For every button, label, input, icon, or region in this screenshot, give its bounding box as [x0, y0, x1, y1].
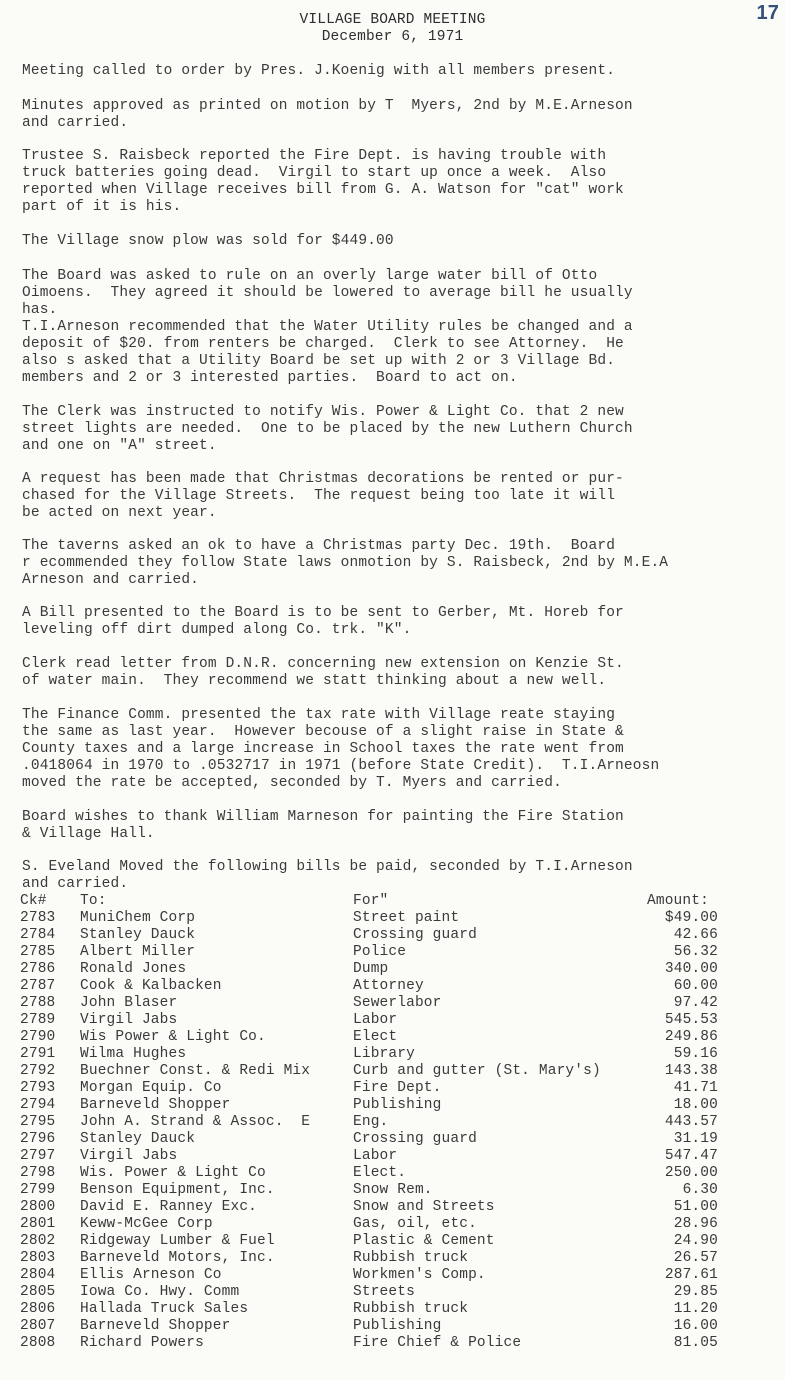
purpose: Street paint — [353, 910, 460, 926]
header-purpose: For" — [353, 893, 389, 909]
amount: 143.38 — [664, 1063, 718, 1079]
payee: Barneveld Motors, Inc. — [80, 1250, 275, 1266]
header-amount: Amount: — [647, 893, 709, 909]
amount: 59.16 — [673, 1046, 718, 1062]
check-number: 2799 — [20, 1182, 56, 1198]
table-row — [20, 1318, 780, 1335]
purpose: Publishing — [353, 1097, 442, 1113]
check-number: 2803 — [20, 1250, 56, 1266]
amount: 249.86 — [664, 1029, 718, 1045]
paragraph-minutes: Minutes approved as printed on motion by T Myers, 2nd by M.E.Arneson and carried. — [22, 98, 633, 131]
check-number: 2790 — [20, 1029, 56, 1045]
amount: 11.20 — [673, 1301, 718, 1317]
paragraph-dnr-letter: Clerk read letter from D.N.R. concerning new extension on Kenzie St. of water main. They recommend we statt thinking about a new well. — [22, 656, 624, 689]
table-row — [20, 961, 780, 978]
payee: Benson Equipment, Inc. — [80, 1182, 275, 1198]
table-row — [20, 978, 780, 995]
payee: John A. Strand & Assoc. E — [80, 1114, 311, 1130]
amount: 81.05 — [673, 1335, 718, 1351]
table-row — [20, 1284, 780, 1301]
purpose: Police — [353, 944, 407, 960]
bills-table — [20, 893, 780, 1352]
purpose: Eng. — [353, 1114, 389, 1130]
purpose: Plastic & Cement — [353, 1233, 495, 1249]
purpose: Elect — [353, 1029, 398, 1045]
check-number: 2796 — [20, 1131, 56, 1147]
payee: Virgil Jabs — [80, 1012, 178, 1028]
amount: 340.00 — [664, 961, 718, 977]
payee: Buechner Const. & Redi Mix — [80, 1063, 311, 1079]
amount: 28.96 — [673, 1216, 718, 1232]
table-row — [20, 944, 780, 961]
check-number: 2801 — [20, 1216, 56, 1232]
payee: MuniChem Corp — [80, 910, 196, 926]
check-number: 2791 — [20, 1046, 56, 1062]
amount: 42.66 — [673, 927, 718, 943]
purpose: Fire Dept. — [353, 1080, 442, 1096]
table-row — [20, 1097, 780, 1114]
amount: 547.47 — [664, 1148, 718, 1164]
payee: Albert Miller — [80, 944, 196, 960]
amount: 51.00 — [673, 1199, 718, 1215]
table-row — [20, 1233, 780, 1250]
purpose: Attorney — [353, 978, 424, 994]
table-row — [20, 1165, 780, 1182]
amount: 287.61 — [664, 1267, 718, 1283]
table-row — [20, 910, 780, 927]
table-row — [20, 1029, 780, 1046]
purpose: Snow and Streets — [353, 1199, 495, 1215]
check-number: 2789 — [20, 1012, 56, 1028]
table-row — [20, 1046, 780, 1063]
table-row — [20, 1267, 780, 1284]
table-row — [20, 1199, 780, 1216]
amount: 29.85 — [673, 1284, 718, 1300]
check-number: 2785 — [20, 944, 56, 960]
payee: Morgan Equip. Co — [80, 1080, 222, 1096]
purpose: Crossing guard — [353, 927, 477, 943]
check-number: 2798 — [20, 1165, 56, 1181]
payee: Wis Power & Light Co. — [80, 1029, 266, 1045]
payee: John Blaser — [80, 995, 178, 1011]
check-number: 2807 — [20, 1318, 56, 1334]
document-title: VILLAGE BOARD MEETING — [299, 12, 486, 28]
payee: Stanley Dauck — [80, 927, 196, 943]
paragraph-gerber-bill: A Bill presented to the Board is to be sent to Gerber, Mt. Horeb for leveling off dirt dumped along Co. trk. "K". — [22, 605, 624, 638]
amount: 250.00 — [664, 1165, 718, 1181]
paragraph-tax-rate: The Finance Comm. presented the tax rate with Village reate staying the same as last year. However becouse of a slight raise in State & County taxes and a large increase in School taxes the rate went from .0418064 in 1970 to .0532717 in 1971 (before State Credit). T.I.Arneosn moved the rate be accepted, seconded by T. Myers and carried. — [22, 707, 660, 791]
payee: Ellis Arneson Co — [80, 1267, 222, 1283]
check-number: 2795 — [20, 1114, 56, 1130]
payee: Ridgeway Lumber & Fuel — [80, 1233, 275, 1249]
amount: 56.32 — [673, 944, 718, 960]
check-number: 2804 — [20, 1267, 56, 1283]
payee: Keww-McGee Corp — [80, 1216, 213, 1232]
check-number: 2797 — [20, 1148, 56, 1164]
meeting-date: December 6, 1971 — [321, 29, 464, 45]
payee: Barneveld Shopper — [80, 1318, 231, 1334]
payee: Wis. Power & Light Co — [80, 1165, 266, 1181]
payee: Barneveld Shopper — [80, 1097, 231, 1113]
paragraph-thanks: Board wishes to thank William Marneson for painting the Fire Station & Village Hall. — [22, 809, 624, 842]
paragraph-bills-motion: S. Eveland Moved the following bills be paid, seconded by T.I.Arneson and carried. — [22, 859, 633, 892]
purpose: Publishing — [353, 1318, 442, 1334]
amount: 6.30 — [682, 1182, 718, 1198]
purpose: Fire Chief & Police — [353, 1335, 522, 1351]
purpose: Streets — [353, 1284, 415, 1300]
purpose: Snow Rem. — [353, 1182, 433, 1198]
amount: 545.53 — [664, 1012, 718, 1028]
payee: Iowa Co. Hwy. Comm — [80, 1284, 240, 1300]
table-row — [20, 1114, 780, 1131]
check-number: 2793 — [20, 1080, 56, 1096]
amount: 41.71 — [673, 1080, 718, 1096]
paragraph-taverns: The taverns asked an ok to have a Christmas party Dec. 19th. Board r ecommended they follow State laws onmotion by S. Raisbeck, 2nd by M.E.A Arneson and carried. — [22, 538, 669, 588]
payee: Richard Powers — [80, 1335, 204, 1351]
check-number: 2788 — [20, 995, 56, 1011]
purpose: Sewerlabor — [353, 995, 442, 1011]
payee: Hallada Truck Sales — [80, 1301, 249, 1317]
paragraph-water-bill: The Board was asked to rule on an overly large water bill of Otto Oimoens. They agreed it should be lowered to average bill he usually has. T.I.Arneson recommended that the Water Utility rules be changed and a deposit of $20. from renters be charged. Clerk to see Attorney. He also s asked that a Utility Board be set up with 2 or 3 Village Bd. members and 2 or 3 interested parties. Board to act on. — [22, 268, 633, 386]
table-row — [20, 1182, 780, 1199]
page-number: 17 — [756, 2, 779, 24]
table-row — [20, 1012, 780, 1029]
amount: 443.57 — [664, 1114, 718, 1130]
table-row — [20, 995, 780, 1012]
payee: Virgil Jabs — [80, 1148, 178, 1164]
table-row — [20, 1216, 780, 1233]
table-row — [20, 1301, 780, 1318]
check-number: 2806 — [20, 1301, 56, 1317]
table-row — [20, 1335, 780, 1352]
header-check-number: Ck# — [20, 893, 47, 909]
bills-header-row — [20, 893, 780, 910]
payee: Stanley Dauck — [80, 1131, 196, 1147]
purpose: Elect. — [353, 1165, 407, 1181]
check-number: 2794 — [20, 1097, 56, 1113]
payee: Cook & Kalbacken — [80, 978, 222, 994]
amount: 26.57 — [673, 1250, 718, 1266]
purpose: Labor — [353, 1012, 398, 1028]
paragraph-street-lights: The Clerk was instructed to notify Wis. Power & Light Co. that 2 new street lights are needed. One to be placed by the new Luthern Church and one on "A" street. — [22, 404, 633, 454]
check-number: 2786 — [20, 961, 56, 977]
check-number: 2792 — [20, 1063, 56, 1079]
paragraph-fire-dept: Trustee S. Raisbeck reported the Fire Dept. is having trouble with truck batteries going dead. Virgil to start up once a week. Also reported when Village receives bill from G. A. Watson for "cat" work part of it is his. — [22, 148, 624, 215]
purpose: Curb and gutter (St. Mary's) — [353, 1063, 601, 1079]
purpose: Rubbish truck — [353, 1301, 469, 1317]
paragraph-snow-plow: The Village snow plow was sold for $449.00 — [22, 233, 394, 249]
purpose: Workmen's Comp. — [353, 1267, 486, 1283]
table-row — [20, 1131, 780, 1148]
paragraph-christmas-decorations: A request has been made that Christmas decorations be rented or pur- chased for the Village Streets. The request being too late it will be acted on next year. — [22, 471, 624, 521]
purpose: Gas, oil, etc. — [353, 1216, 477, 1232]
payee: David E. Ranney Exc. — [80, 1199, 258, 1215]
amount: 18.00 — [673, 1097, 718, 1113]
payee: Ronald Jones — [80, 961, 187, 977]
check-number: 2787 — [20, 978, 56, 994]
purpose: Crossing guard — [353, 1131, 477, 1147]
amount: 31.19 — [673, 1131, 718, 1147]
purpose: Library — [353, 1046, 415, 1062]
amount: 16.00 — [673, 1318, 718, 1334]
check-number: 2808 — [20, 1335, 56, 1351]
table-row — [20, 927, 780, 944]
purpose: Rubbish truck — [353, 1250, 469, 1266]
table-row — [20, 1080, 780, 1097]
check-number: 2784 — [20, 927, 56, 943]
check-number: 2805 — [20, 1284, 56, 1300]
purpose: Dump — [353, 961, 389, 977]
header-payee: To: — [80, 893, 107, 909]
amount: 60.00 — [673, 978, 718, 994]
amount: 97.42 — [673, 995, 718, 1011]
table-row — [20, 1250, 780, 1267]
amount: $49.00 — [664, 910, 718, 926]
check-number: 2783 — [20, 910, 56, 926]
payee: Wilma Hughes — [80, 1046, 187, 1062]
check-number: 2800 — [20, 1199, 56, 1215]
check-number: 2802 — [20, 1233, 56, 1249]
table-row — [20, 1148, 780, 1165]
amount: 24.90 — [673, 1233, 718, 1249]
purpose: Labor — [353, 1148, 398, 1164]
bills-rows — [20, 910, 780, 1352]
table-row — [20, 1063, 780, 1080]
paragraph-call-to-order: Meeting called to order by Pres. J.Koenig with all members present. — [22, 63, 616, 79]
